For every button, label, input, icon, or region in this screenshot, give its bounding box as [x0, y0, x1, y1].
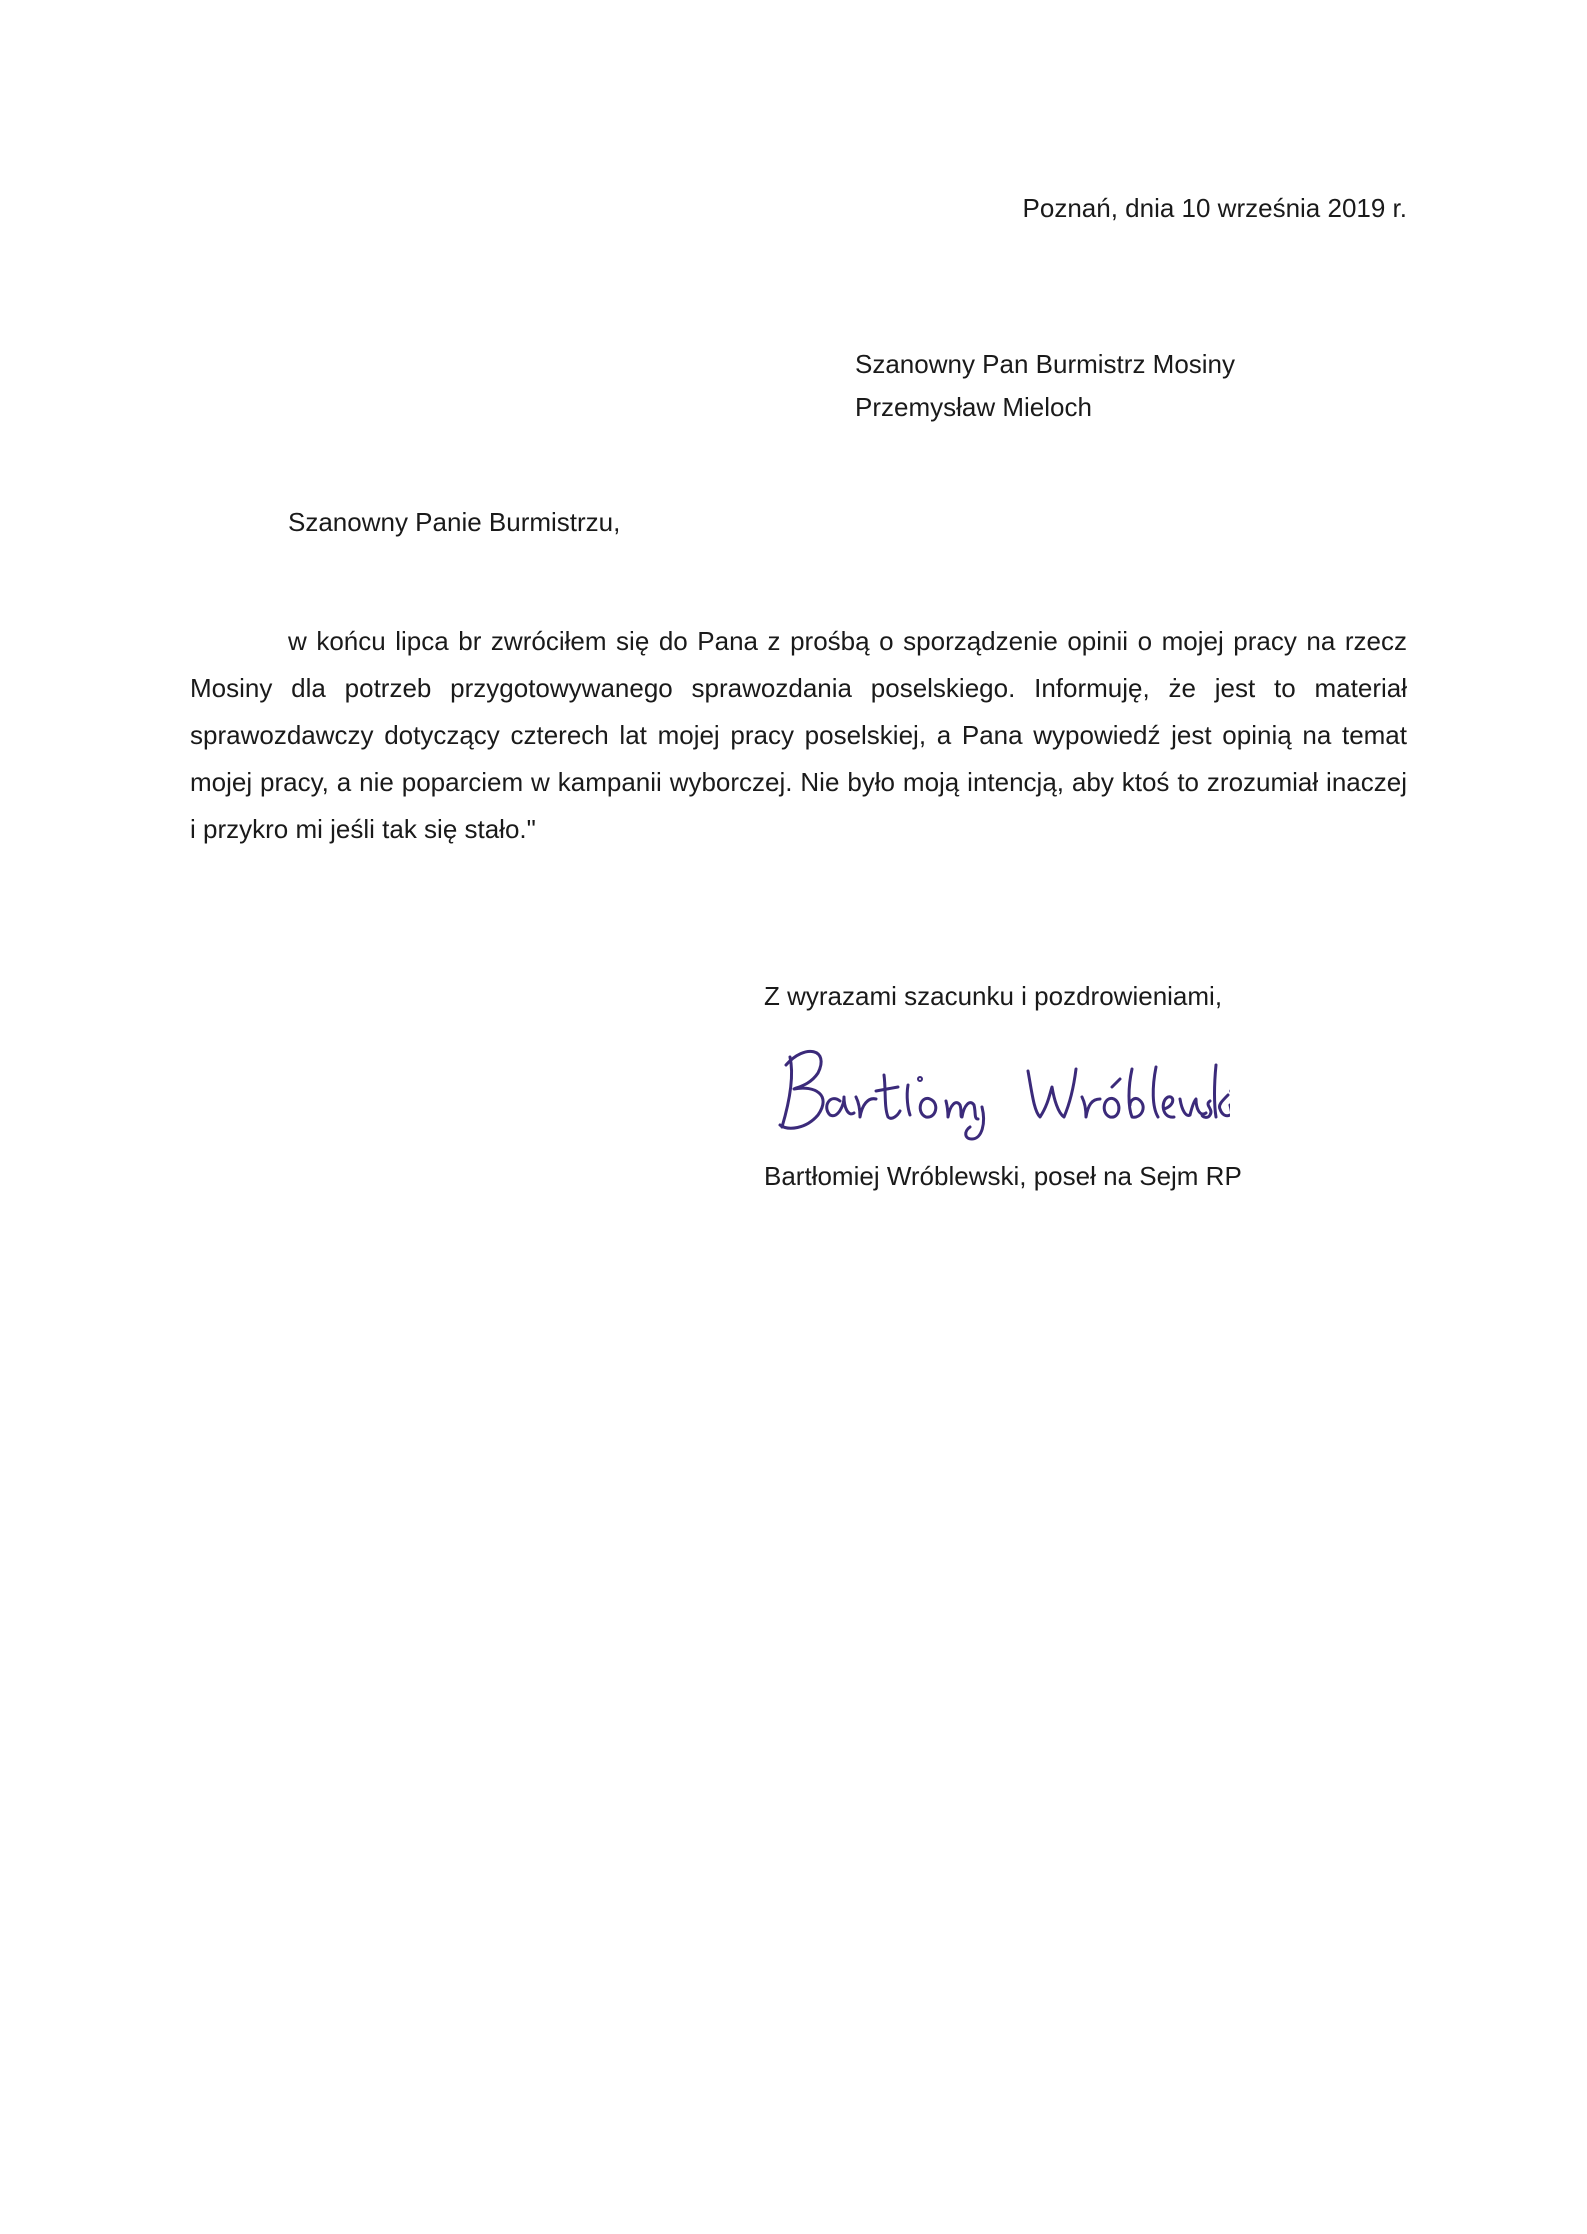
handwritten-signature [760, 1035, 1230, 1150]
letter-date: Poznań, dnia 10 września 2019 r. [1022, 193, 1407, 223]
letter-body [190, 618, 1407, 853]
signature-drawing [760, 1035, 1230, 1145]
recipient-title: Szanowny Pan Burmistrz Mosiny [855, 349, 1236, 379]
body-paragraph: w końcu lipca br zwróciłem się do Pana z prośbą o sporządzenie opinii o mojej pracy na rzecz Mosiny dla potrzeb przygotowywanego sprawozdania poselskiego. Informuję, że jest to materiał sprawozdawczy dotyczący czterech lat mojej pracy poselskiej, a Pana wypowiedź jest opinią na temat mojej pracy, a nie poparciem w kampanii wyborczej. Nie było moją intencją, aby ktoś to zrozumiał inaczej i przykro mi jeśli tak się stało." [190, 626, 1407, 844]
closing-phrase: Z wyrazami szacunku i pozdrowieniami, [764, 981, 1223, 1011]
recipient-name: Przemysław Mieloch [855, 392, 1092, 422]
recipient-block [855, 346, 1235, 432]
signatory-name: Bartłomiej Wróblewski, poseł na Sejm RP [764, 1161, 1242, 1191]
salutation: Szanowny Panie Burmistrzu, [288, 507, 621, 537]
